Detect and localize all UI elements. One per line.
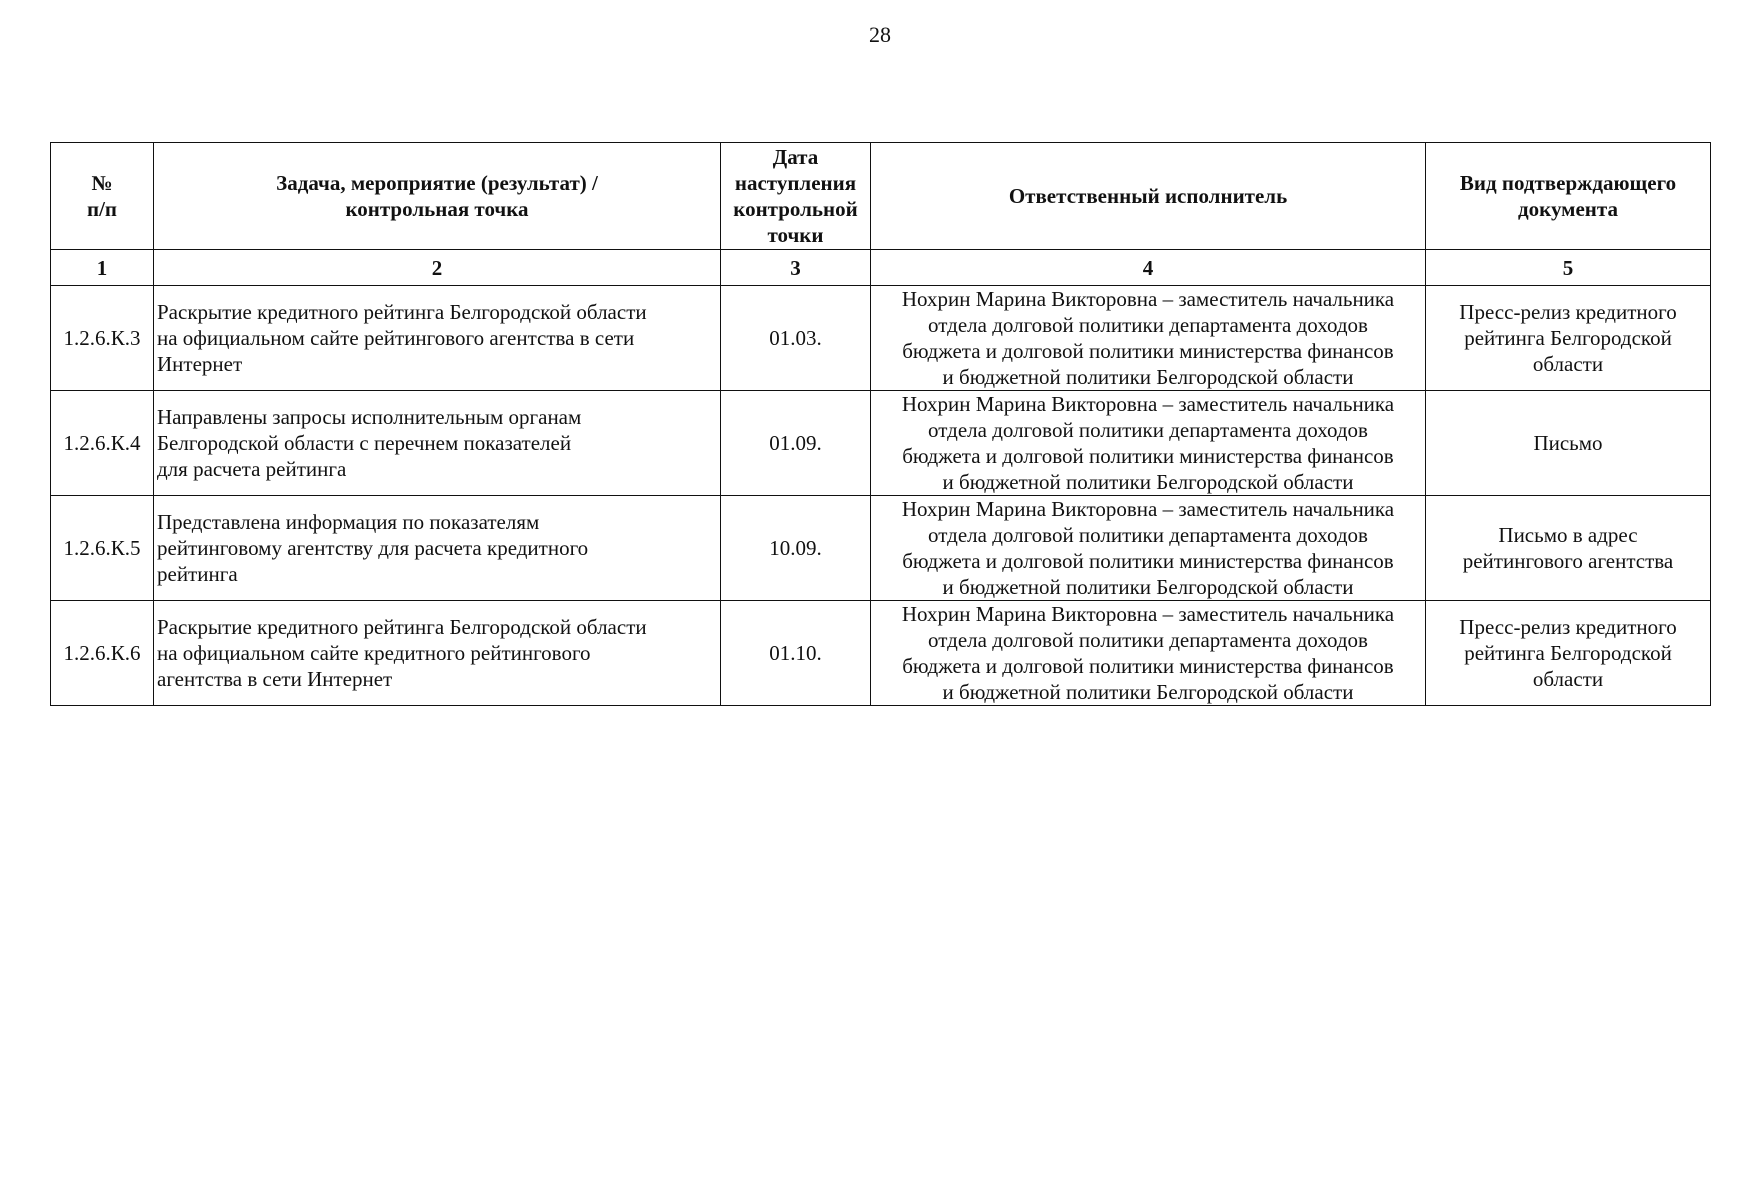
column-number-cell: 4	[871, 250, 1426, 286]
executor-text: Нохрин Марина Викторовна – заместитель начальника отдела долговой политики департамента доходов бюджета и долговой политики министерства финансов и бюджетной политики Белгородской области	[901, 287, 1395, 389]
row-number-cell: 1.2.6.К.4	[51, 391, 154, 496]
header-executor-label: Ответственный исполнитель	[1008, 184, 1288, 208]
row-executor-cell	[871, 391, 1426, 496]
row-executor-cell	[871, 286, 1426, 391]
document-text: Письмо в адрес рейтингового агентства	[1462, 523, 1674, 573]
row-number-cell: 1.2.6.К.3	[51, 286, 154, 391]
row-document-cell	[1426, 286, 1711, 391]
executor-text: Нохрин Марина Викторовна – заместитель начальника отдела долговой политики департамента доходов бюджета и долговой политики министерства финансов и бюджетной политики Белгородской области	[901, 392, 1395, 494]
row-number-cell: 1.2.6.К.5	[51, 496, 154, 601]
column-number-cell: 3	[721, 250, 871, 286]
row-task-cell	[154, 391, 721, 496]
header-number-label: № п/п	[86, 171, 118, 221]
executor-text: Нохрин Марина Викторовна – заместитель начальника отдела долговой политики департамента доходов бюджета и долговой политики министерства финансов и бюджетной политики Белгородской области	[901, 497, 1395, 599]
row-task-cell	[154, 601, 721, 706]
header-document-label: Вид подтверждающего документа	[1459, 171, 1677, 221]
column-number-cell: 5	[1426, 250, 1711, 286]
row-date-cell: 01.09.	[721, 391, 871, 496]
column-number-row	[51, 250, 1711, 286]
row-executor-cell	[871, 601, 1426, 706]
header-task-label: Задача, мероприятие (результат) / контрольная точка	[276, 171, 598, 221]
header-cell-task	[154, 143, 721, 250]
column-number-cell: 2	[154, 250, 721, 286]
table-row	[51, 286, 1711, 391]
document-text: Письмо	[1533, 431, 1603, 455]
task-text: Раскрытие кредитного рейтинга Белгородской области на официальном сайте рейтингового агентства в сети Интернет	[157, 300, 647, 376]
row-executor-cell	[871, 496, 1426, 601]
page-number: 28	[869, 22, 891, 47]
header-cell-number	[51, 143, 154, 250]
table-row	[51, 496, 1711, 601]
task-text: Раскрытие кредитного рейтинга Белгородской области на официальном сайте кредитного рейтингового агентства в сети Интернет	[157, 615, 647, 691]
control-points-table	[50, 142, 1711, 706]
table-row	[51, 601, 1711, 706]
header-cell-document	[1426, 143, 1711, 250]
row-date-cell: 01.03.	[721, 286, 871, 391]
task-text: Представлена информация по показателям рейтинговому агентству для расчета кредитного рейтинга	[157, 510, 589, 586]
task-text: Направлены запросы исполнительным органам Белгородской области с перечнем показателей для расчета рейтинга	[157, 405, 582, 481]
row-document-cell	[1426, 391, 1711, 496]
table-row	[51, 391, 1711, 496]
row-number-cell: 1.2.6.К.6	[51, 601, 154, 706]
row-task-cell	[154, 496, 721, 601]
row-date-cell: 10.09.	[721, 496, 871, 601]
table-header-row	[51, 143, 1711, 250]
row-document-cell	[1426, 496, 1711, 601]
header-cell-executor	[871, 143, 1426, 250]
document-text: Пресс-релиз кредитного рейтинга Белгородской области	[1459, 300, 1677, 376]
executor-text: Нохрин Марина Викторовна – заместитель начальника отдела долговой политики департамента доходов бюджета и долговой политики министерства финансов и бюджетной политики Белгородской области	[901, 602, 1395, 704]
row-date-cell: 01.10.	[721, 601, 871, 706]
row-task-cell	[154, 286, 721, 391]
header-cell-date	[721, 143, 871, 250]
document-text: Пресс-релиз кредитного рейтинга Белгородской области	[1459, 615, 1677, 691]
column-number-cell: 1	[51, 250, 154, 286]
row-document-cell	[1426, 601, 1711, 706]
header-date-label: Дата наступления контрольной точки	[733, 145, 858, 247]
